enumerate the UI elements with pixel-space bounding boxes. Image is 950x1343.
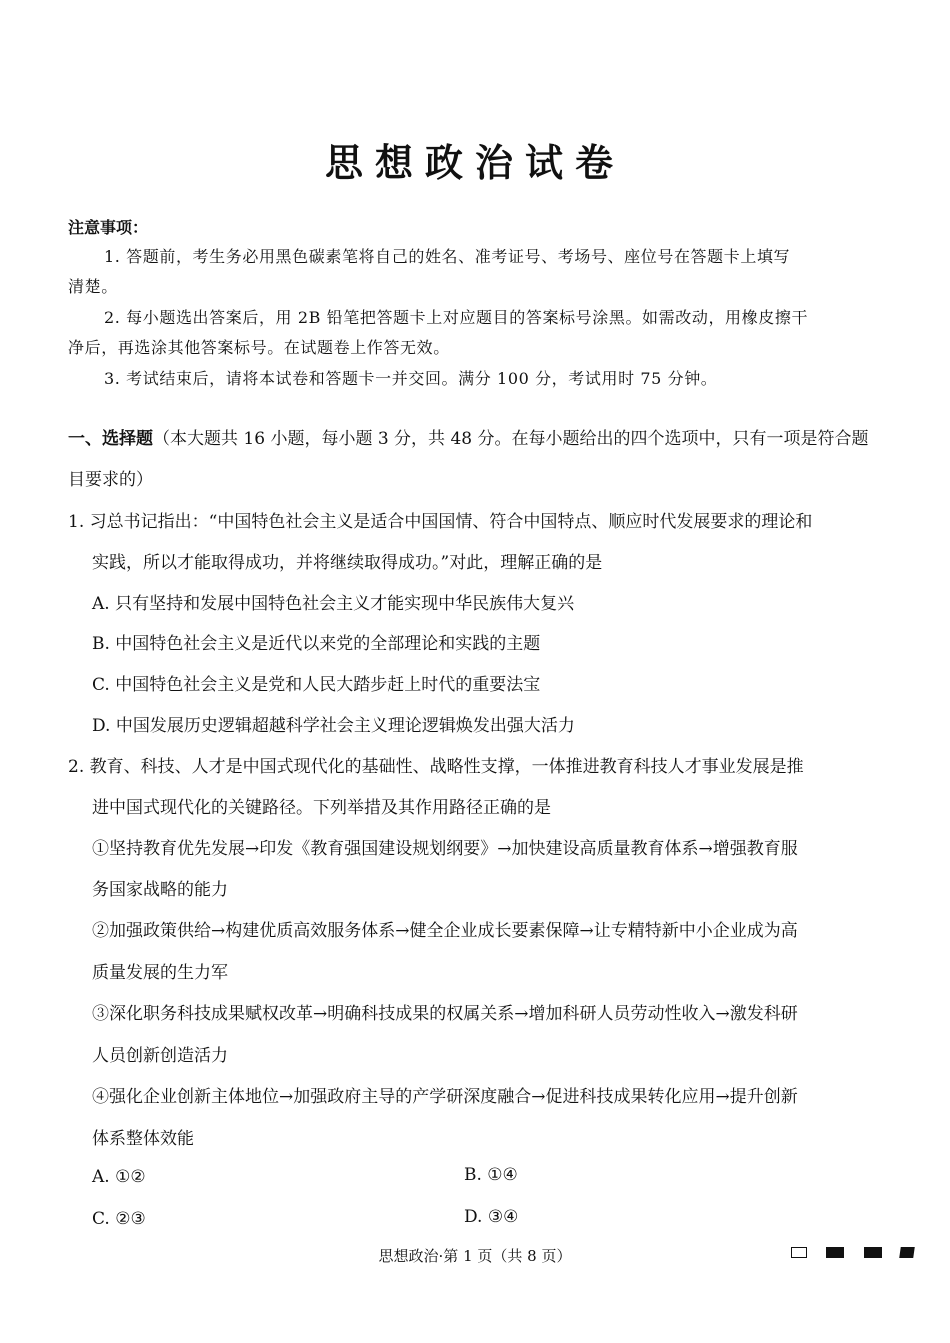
section-heading-row <box>68 424 869 449</box>
question-2-item-1-cont: 务国家战略的能力 <box>92 880 228 900</box>
alignment-mark-hollow <box>791 1247 807 1258</box>
alignment-mark <box>864 1247 882 1258</box>
notice-line: 清楚。 <box>68 277 118 296</box>
notice-line: 3. 考试结束后，请将本试卷和答题卡一并交回。满分 100 分，考试用时 75 分钟。 <box>104 369 718 388</box>
question-2-option-c: C. ②③ <box>92 1209 146 1229</box>
question-2-option-d: D. ③④ <box>464 1207 519 1227</box>
page-title: 思想政治试卷 <box>324 140 625 185</box>
question-2-item-3: ③深化职务科技成果赋权改革→明确科技成果的权属关系→增加科研人员劳动性收入→激发科研 <box>92 1004 798 1024</box>
question-1-option-b: B. 中国特色社会主义是近代以来党的全部理论和实践的主题 <box>92 634 541 654</box>
question-1-stem: 1. 习总书记指出：“中国特色社会主义是适合中国国情、符合中国特点、顺应时代发展要求的理论和 <box>68 512 813 532</box>
question-1-option-a: A. 只有坚持和发展中国特色社会主义才能实现中华民族伟大复兴 <box>92 594 575 614</box>
question-1-stem-cont: 实践，所以才能取得成功，并将继续取得成功。”对此，理解正确的是 <box>92 553 603 573</box>
page-footer: 思想政治·第 1 页（共 8 页） <box>378 1247 572 1265</box>
section-heading: 一、选择题 <box>68 429 153 449</box>
question-2-item-3-cont: 人员创新创造活力 <box>92 1046 228 1066</box>
notice-line: 净后，再选涂其他答案标号。在试题卷上作答无效。 <box>68 338 450 357</box>
question-1-option-c: C. 中国特色社会主义是党和人民大踏步赶上时代的重要法宝 <box>92 675 541 695</box>
question-1-option-d: D. 中国发展历史逻辑超越科学社会主义理论逻辑焕发出强大活力 <box>92 716 575 736</box>
question-2-stem: 2. 教育、科技、人才是中国式现代化的基础性、战略性支撑，一体推进教育科技人才事业发展是推 <box>68 757 804 777</box>
notice-line: 1. 答题前，考生务必用黑色碳素笔将自己的姓名、准考证号、考场号、座位号在答题卡上填写 <box>104 247 791 266</box>
section-description: （本大题共 16 小题，每小题 3 分，共 48 分。在每小题给出的四个选项中，只有一项是符合题 <box>153 429 869 449</box>
question-2-option-a: A. ①② <box>92 1167 146 1187</box>
question-2-item-1: ①坚持教育优先发展→印发《教育强国建设规划纲要》→加快建设高质量教育体系→增强教育服 <box>92 839 798 859</box>
alignment-mark <box>826 1247 844 1258</box>
question-2-stem-cont: 进中国式现代化的关键路径。下列举措及其作用路径正确的是 <box>92 798 551 818</box>
question-2-item-4-cont: 体系整体效能 <box>92 1129 194 1149</box>
alignment-mark <box>899 1247 915 1258</box>
question-2-item-4: ④强化企业创新主体地位→加强政府主导的产学研深度融合→促进科技成果转化应用→提升创新 <box>92 1087 798 1107</box>
question-2-item-2-cont: 质量发展的生力军 <box>92 963 228 983</box>
question-2-item-2: ②加强政策供给→构建优质高效服务体系→健全企业成长要素保障→让专精特新中小企业成为高 <box>92 921 798 941</box>
notice-heading: 注意事项： <box>68 218 149 237</box>
notice-line: 2. 每小题选出答案后，用 2B 铅笔把答题卡上对应题目的答案标号涂黑。如需改动，用橡皮擦干 <box>104 308 809 327</box>
question-2-option-b: B. ①④ <box>464 1165 518 1185</box>
section-description-cont: 目要求的） <box>68 470 153 490</box>
